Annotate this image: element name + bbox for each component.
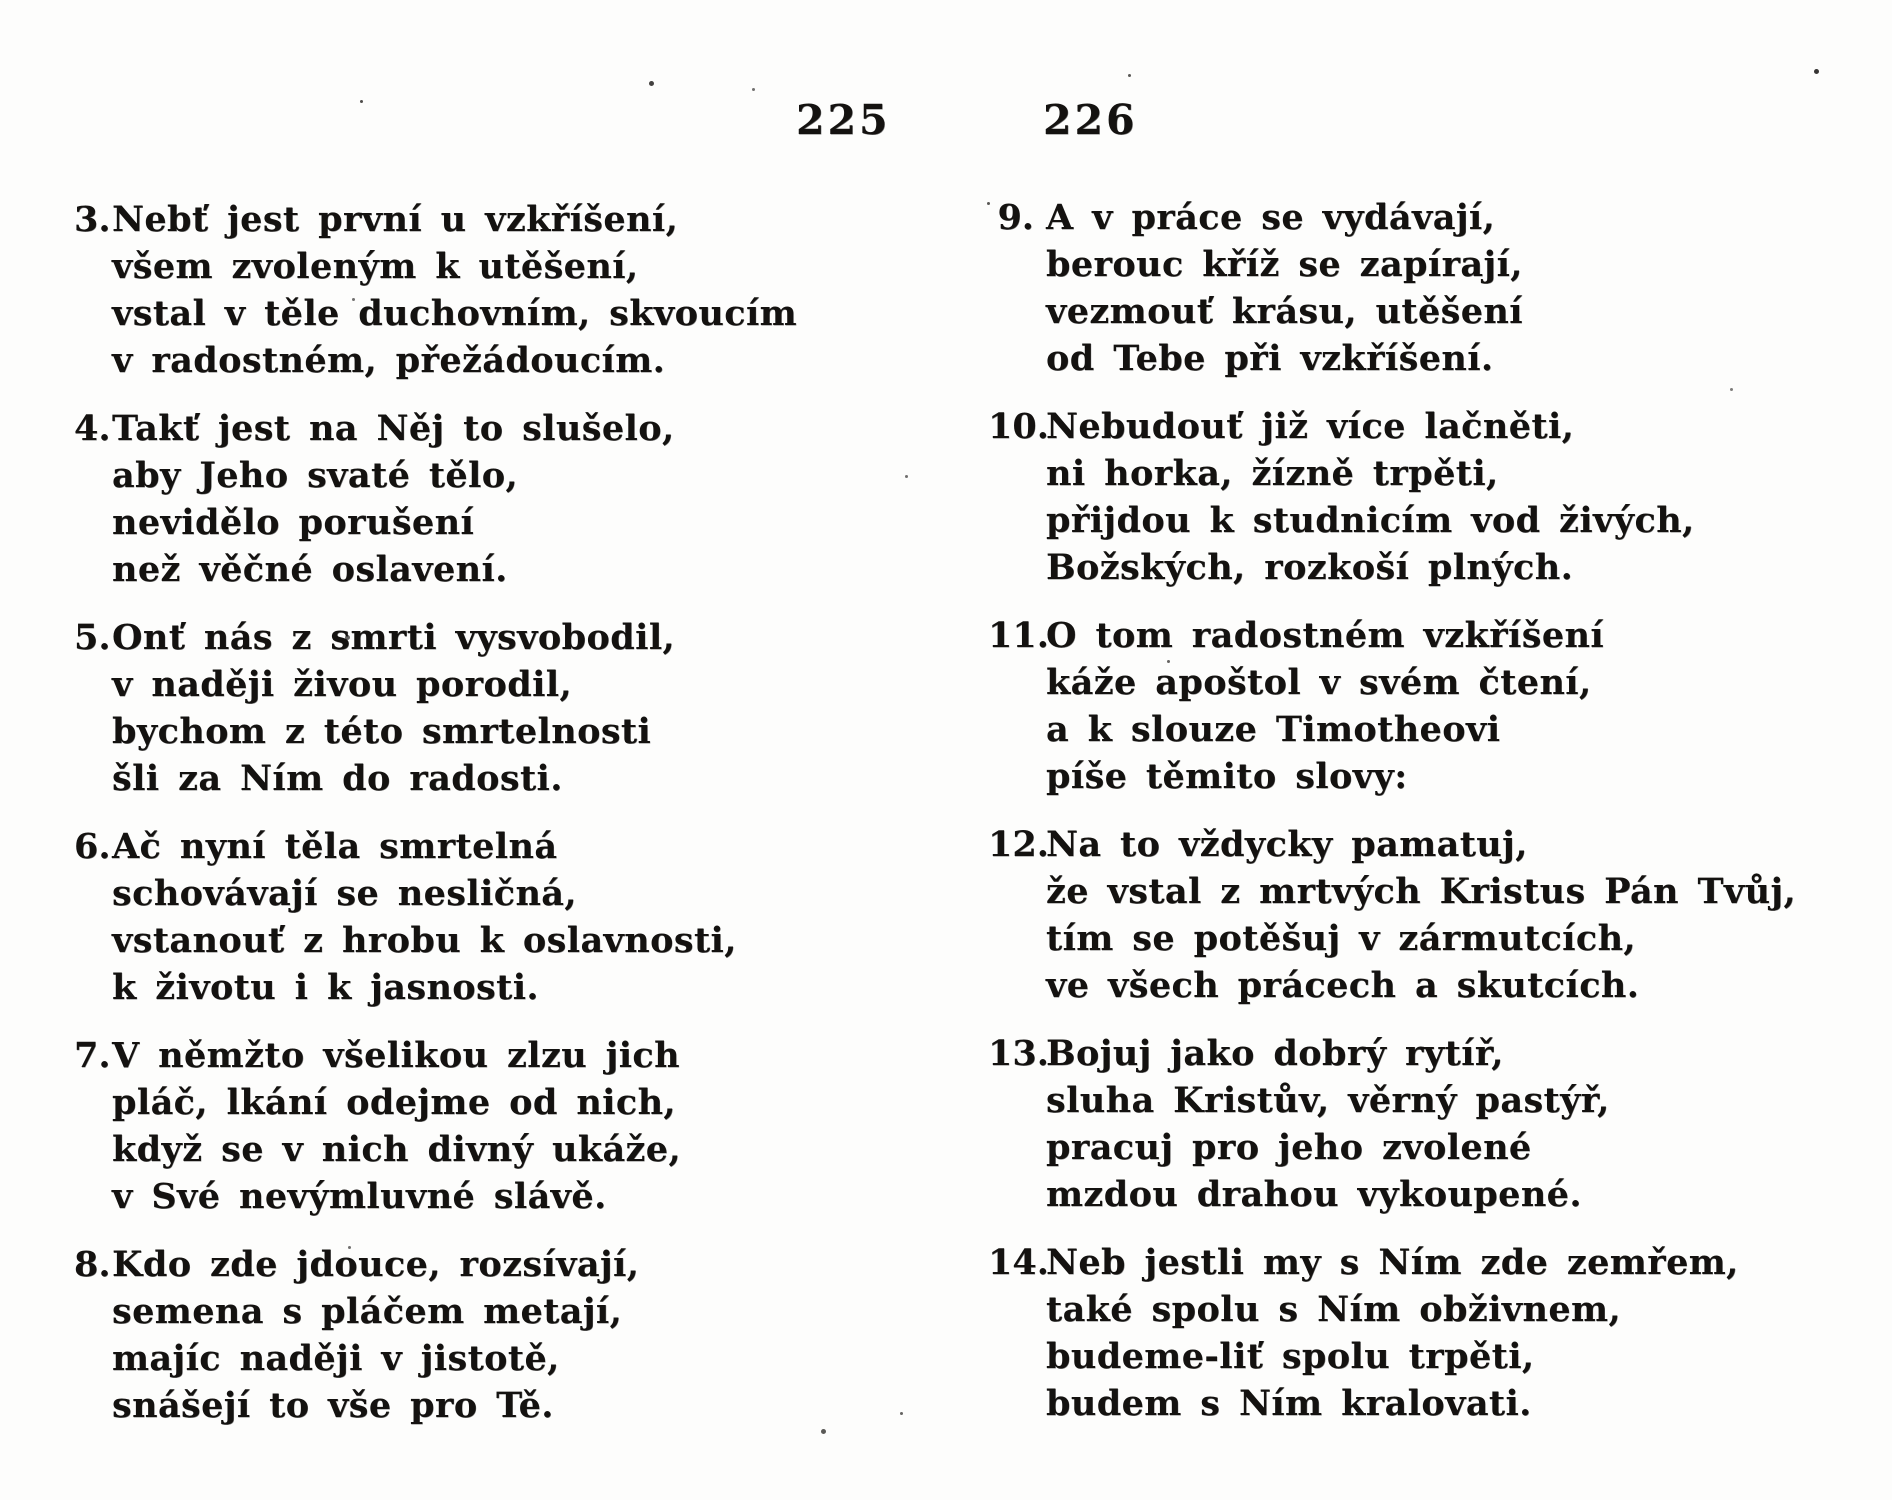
stanza-10	[988, 403, 1796, 591]
stanza-number: 5.	[74, 617, 111, 658]
stanza-13	[988, 1030, 1796, 1218]
stanza-number: 13.	[988, 1033, 1049, 1074]
stanza-4	[74, 405, 797, 593]
verse-line: Onť nás z smrti vysvobodil,	[112, 617, 676, 658]
verse-line: Kdo zde jdouce, rozsívají,	[112, 1244, 640, 1285]
verse-line: Na to vždycky pamatuj,	[1046, 824, 1528, 865]
verse-line: V němžto všelikou zlzu jich	[112, 1035, 680, 1076]
verse-column-left	[74, 196, 797, 1450]
stanza-number: 14.	[988, 1242, 1049, 1283]
stanza-9	[988, 194, 1796, 382]
verse-line: bychom z této smrtelnosti	[112, 711, 652, 752]
verse-line: Nebť jest první u vzkříšení,	[112, 199, 679, 240]
verse-line: ni horka, žízně trpěti,	[1046, 453, 1499, 494]
verse-line: vstanouť z hrobu k oslavnosti,	[112, 920, 737, 961]
verse-line: Bojuj jako dobrý rytíř,	[1046, 1033, 1504, 1074]
verse-line: že vstal z mrtvých Kristus Pán Tvůj,	[1046, 871, 1797, 912]
stanza-number: 7.	[74, 1035, 111, 1076]
verse-line: v naději živou porodil,	[112, 664, 573, 705]
verse-line: přijdou k studnicím vod živých,	[1046, 500, 1695, 541]
stanza-8	[74, 1241, 797, 1429]
stanza-14	[988, 1239, 1796, 1427]
verse-line: k životu i k jasnosti.	[112, 967, 539, 1008]
verse-line: než věčné oslavení.	[112, 549, 508, 590]
stanza-number: 10.	[988, 406, 1049, 447]
verse-line: sluha Kristův, věrný pastýř,	[1046, 1080, 1610, 1121]
page-number-right: 226	[1043, 96, 1138, 144]
stanza-number: 6.	[74, 826, 111, 867]
verse-line: mzdou drahou vykoupené.	[1046, 1174, 1582, 1215]
verse-line: semena s pláčem metají,	[112, 1291, 623, 1332]
verse-line: píše těmito slovy:	[1046, 756, 1408, 797]
verse-line: Ač nyní těla smrtelná	[112, 826, 558, 867]
verse-line: snášejí to vše pro Tě.	[112, 1385, 554, 1426]
verse-line: také spolu s Ním obživnem,	[1046, 1289, 1622, 1330]
stanza-number: 4.	[74, 408, 111, 449]
page-number-left: 225	[796, 96, 891, 144]
stanza-5	[74, 614, 797, 802]
verse-line: a k slouze Timotheovi	[1046, 709, 1501, 750]
stanza-number: 9.	[997, 197, 1034, 238]
verse-line: berouc kříž se zapírají,	[1046, 244, 1523, 285]
scan-speckle	[360, 100, 363, 103]
verse-line: v Své nevýmluvné slávě.	[112, 1176, 607, 1217]
stanza-7	[74, 1032, 797, 1220]
stanza-number: 8.	[74, 1244, 111, 1285]
verse-line: pláč, lkání odejme od nich,	[112, 1082, 677, 1123]
verse-line: Božských, rozkoší plných.	[1046, 547, 1574, 588]
verse-line: schovávají se nesličná,	[112, 873, 577, 914]
verse-line: ve všech prácech a skutcích.	[1046, 965, 1640, 1006]
verse-line: tím se potěšuj v zármutcích,	[1046, 918, 1637, 959]
stanza-12	[988, 821, 1796, 1009]
stanza-number: 3.	[74, 199, 111, 240]
verse-line: káže apoštol v svém čtení,	[1046, 662, 1592, 703]
verse-line: Takť jest na Něj to slušelo,	[112, 408, 675, 449]
verse-column-right	[988, 194, 1796, 1448]
verse-line: majíc naději v jistotě,	[112, 1338, 560, 1379]
verse-line: v radostném, přežádoucím.	[112, 340, 666, 381]
verse-line: A v práce se vydávají,	[1046, 197, 1496, 238]
verse-line: aby Jeho svaté tělo,	[112, 455, 519, 496]
verse-line: od Tebe při vzkříšení.	[1046, 338, 1494, 379]
verse-line: nevidělo porušení	[112, 502, 475, 543]
verse-line: vezmouť krásu, utěšení	[1046, 291, 1523, 332]
verse-line: Nebudouť již více lačněti,	[1046, 406, 1575, 447]
verse-line: pracuj pro jeho zvolené	[1046, 1127, 1532, 1168]
stanza-11	[988, 612, 1796, 800]
verse-line: šli za Ním do radosti.	[112, 758, 563, 799]
stanza-6	[74, 823, 797, 1011]
verse-line: budem s Ním kralovati.	[1046, 1383, 1532, 1424]
stanza-number: 11.	[988, 615, 1049, 656]
stanza-number: 12.	[988, 824, 1049, 865]
verse-line: když se v nich divný ukáže,	[112, 1129, 682, 1170]
stanza-3	[74, 196, 797, 384]
verse-line: Neb jestli my s Ním zde zemřem,	[1046, 1242, 1739, 1283]
verse-line: všem zvoleným k utěšení,	[112, 246, 639, 287]
verse-line: budeme-liť spolu trpěti,	[1046, 1336, 1535, 1377]
verse-line: vstal v těle duchovním, skvoucím	[112, 293, 798, 334]
verse-line: O tom radostném vzkříšení	[1046, 615, 1605, 656]
